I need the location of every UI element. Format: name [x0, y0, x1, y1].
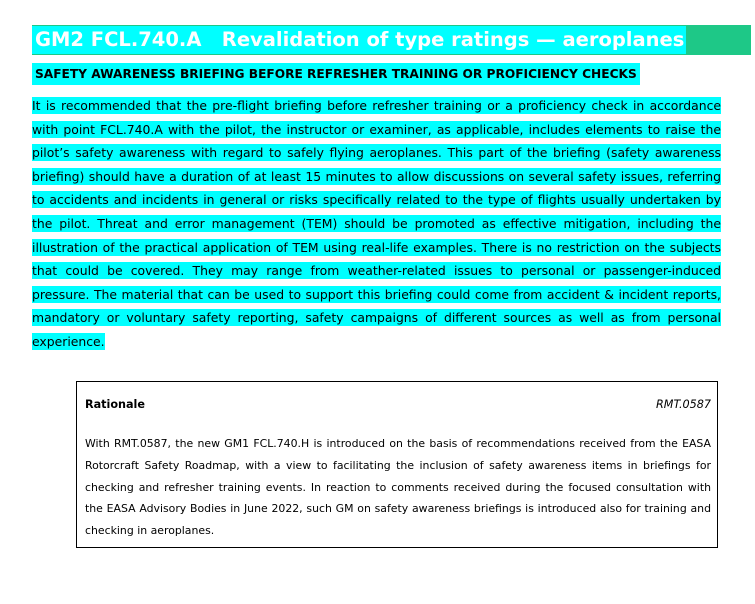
rationale-box: [76, 381, 718, 548]
rationale-reference: RMT.0587: [656, 398, 711, 411]
rationale-text: With RMT.0587, the new GM1 FCL.740.H is introduced on the basis of recommendations received from the EASA Rotorcraft Safety Roadmap, with a view to facilitating the inclusion of safety awareness items in briefings for checking and refresher training events. In reaction to comments received during the focused consultation with the EASA Advisory Bodies in June 2022, such GM on safety awareness briefings is introduced also for training and checking in aeroplanes.: [85, 437, 711, 538]
highlighted-paragraph-text: It is recommended that the pre-flight briefing before refresher training or a proficiency check in accordance with point FCL.740.A with the pilot, the instructor or examiner, as applicable, includes elements to raise the pilot’s safety awareness with regard to safely flying aeroplanes. This part of the briefing (safety awareness briefing) should have a duration of at least 15 minutes to allow discussions on several safety issues, referring to accidents and incidents in general or risks specifically related to the type of flights usually undertaken by the pilot. Threat and error management (TEM) should be promoted as effective mitigation, including the illustration of the practical application of TEM using real-life examples. There is no restriction on the subjects that could be covered. They may range from weather-related issues to personal or passenger-induced pressure. The material that can be used to support this briefing could come from accident & incident reports, mandatory or voluntary safety reporting, safety campaigns of different sources as well as from personal experience.: [32, 98, 721, 349]
rationale-header: [85, 396, 711, 414]
body-paragraph: [32, 94, 721, 354]
page-title: GM2 FCL.740.A Revalidation of type ratings — aeroplanes: [32, 26, 686, 54]
rationale-label: Rationale: [85, 398, 145, 411]
section-subtitle: SAFETY AWARENESS BRIEFING BEFORE REFRESHER TRAINING OR PROFICIENCY CHECKS: [32, 63, 640, 85]
